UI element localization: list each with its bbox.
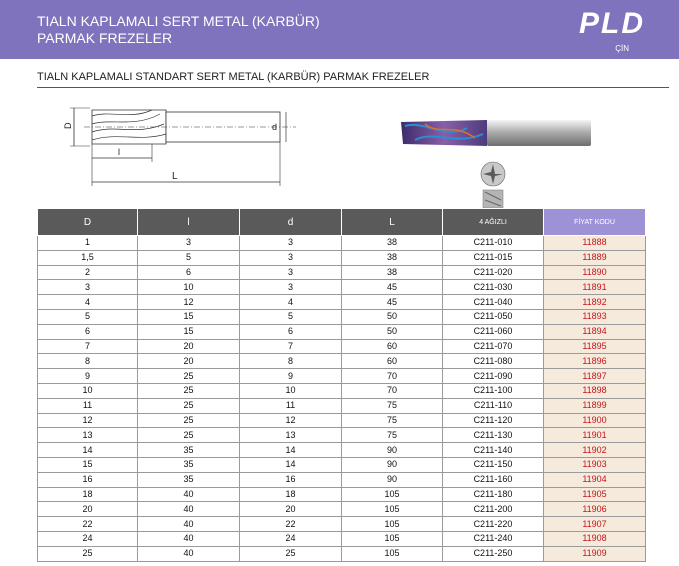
cell-D: 1,5 (38, 250, 138, 265)
cell-code: C211-180 (443, 487, 544, 502)
cell-L: 50 (342, 309, 443, 324)
table-row (38, 280, 646, 295)
cell-L: 75 (342, 398, 443, 413)
cell-L: 105 (342, 546, 443, 561)
cell-L: 75 (342, 428, 443, 443)
cell-D: 1 (38, 236, 138, 251)
cell-d: 20 (240, 502, 342, 517)
table-row (38, 398, 646, 413)
cell-D: 18 (38, 487, 138, 502)
cell-l: 25 (138, 398, 240, 413)
cell-d: 18 (240, 487, 342, 502)
cell-l: 40 (138, 487, 240, 502)
page-header (0, 0, 679, 59)
cell-code: C211-070 (443, 339, 544, 354)
cell-code: C211-160 (443, 472, 544, 487)
col-header-D: D (38, 209, 138, 236)
cell-l: 12 (138, 295, 240, 310)
cell-D: 4 (38, 295, 138, 310)
col-header-d: d (240, 209, 342, 236)
cell-D: 14 (38, 443, 138, 458)
label-D: D (63, 122, 73, 129)
table-row (38, 265, 646, 280)
cell-L: 38 (342, 265, 443, 280)
cell-L: 75 (342, 413, 443, 428)
cell-l: 40 (138, 517, 240, 532)
cell-L: 90 (342, 443, 443, 458)
cell-d: 13 (240, 428, 342, 443)
cell-D: 9 (38, 369, 138, 384)
cell-l: 35 (138, 457, 240, 472)
cell-L: 50 (342, 324, 443, 339)
table-row (38, 236, 646, 251)
table-row (38, 517, 646, 532)
col-header-L: L (342, 209, 443, 236)
title-line-1: TIALN KAPLAMALI SERT METAL (KARBÜR) (37, 13, 320, 29)
cell-price-code: 11904 (544, 472, 646, 487)
cell-D: 11 (38, 398, 138, 413)
cell-price-code: 11908 (544, 531, 646, 546)
section-title: TIALN KAPLAMALI STANDART SERT METAL (KARBÜR) PARMAK FREZELER (37, 71, 430, 83)
title-line-2: PARMAK FREZELER (37, 30, 173, 46)
cell-D: 10 (38, 383, 138, 398)
cell-L: 38 (342, 236, 443, 251)
cell-price-code: 11892 (544, 295, 646, 310)
cell-l: 25 (138, 369, 240, 384)
brand-logo: PLD (579, 7, 645, 40)
cell-l: 5 (138, 250, 240, 265)
cell-d: 8 (240, 354, 342, 369)
cell-D: 22 (38, 517, 138, 532)
cell-code: C211-140 (443, 443, 544, 458)
table-row (38, 487, 646, 502)
cell-L: 45 (342, 280, 443, 295)
cell-price-code: 11905 (544, 487, 646, 502)
cell-D: 12 (38, 413, 138, 428)
cell-l: 25 (138, 428, 240, 443)
cell-d: 3 (240, 280, 342, 295)
table-header-row (38, 209, 646, 236)
cell-d: 5 (240, 309, 342, 324)
cell-price-code: 11896 (544, 354, 646, 369)
cell-price-code: 11895 (544, 339, 646, 354)
cell-d: 6 (240, 324, 342, 339)
cell-d: 3 (240, 250, 342, 265)
cell-D: 20 (38, 502, 138, 517)
cell-price-code: 11909 (544, 546, 646, 561)
cell-l: 25 (138, 413, 240, 428)
cell-price-code: 11897 (544, 369, 646, 384)
cell-code: C211-200 (443, 502, 544, 517)
table-row (38, 472, 646, 487)
cell-l: 40 (138, 546, 240, 561)
cell-l: 40 (138, 502, 240, 517)
cell-l: 15 (138, 309, 240, 324)
cell-code: C211-120 (443, 413, 544, 428)
cell-price-code: 11907 (544, 517, 646, 532)
cell-l: 40 (138, 531, 240, 546)
cell-l: 20 (138, 354, 240, 369)
table-row (38, 502, 646, 517)
cell-d: 3 (240, 236, 342, 251)
cell-code: C211-090 (443, 369, 544, 384)
cell-price-code: 11894 (544, 324, 646, 339)
cell-L: 105 (342, 517, 443, 532)
cell-L: 60 (342, 339, 443, 354)
brand-origin: ÇİN (615, 44, 629, 53)
label-L: L (172, 171, 178, 182)
cell-L: 105 (342, 531, 443, 546)
cell-price-code: 11906 (544, 502, 646, 517)
col-header-4-flute: 4 AĞIZLI (443, 209, 544, 236)
table-row (38, 309, 646, 324)
cell-l: 6 (138, 265, 240, 280)
cell-price-code: 11890 (544, 265, 646, 280)
cell-L: 60 (342, 354, 443, 369)
cell-code: C211-015 (443, 250, 544, 265)
cell-code: C211-110 (443, 398, 544, 413)
cell-price-code: 11901 (544, 428, 646, 443)
cell-price-code: 11898 (544, 383, 646, 398)
table-row (38, 295, 646, 310)
table-row (38, 324, 646, 339)
cell-price-code: 11893 (544, 309, 646, 324)
table-row (38, 546, 646, 561)
cell-l: 35 (138, 443, 240, 458)
cell-d: 9 (240, 369, 342, 384)
cell-l: 25 (138, 383, 240, 398)
cell-d: 11 (240, 398, 342, 413)
table-row (38, 250, 646, 265)
cell-l: 15 (138, 324, 240, 339)
end-mill-technical-drawing (60, 100, 300, 192)
table-row (38, 443, 646, 458)
cell-code: C211-130 (443, 428, 544, 443)
cell-l: 35 (138, 472, 240, 487)
cell-D: 8 (38, 354, 138, 369)
table-row (38, 383, 646, 398)
cell-D: 16 (38, 472, 138, 487)
cell-L: 38 (342, 250, 443, 265)
table-body (38, 236, 646, 562)
cell-price-code: 11889 (544, 250, 646, 265)
cell-D: 24 (38, 531, 138, 546)
cell-code: C211-220 (443, 517, 544, 532)
cell-code: C211-150 (443, 457, 544, 472)
col-header-price-code: FİYAT KODU (544, 209, 646, 236)
cell-l: 3 (138, 236, 240, 251)
cell-D: 6 (38, 324, 138, 339)
cell-D: 7 (38, 339, 138, 354)
cell-d: 7 (240, 339, 342, 354)
table-row (38, 531, 646, 546)
cell-D: 3 (38, 280, 138, 295)
cell-L: 70 (342, 383, 443, 398)
label-l: l (118, 147, 120, 157)
cell-price-code: 11899 (544, 398, 646, 413)
cell-code: C211-080 (443, 354, 544, 369)
cell-D: 15 (38, 457, 138, 472)
cell-D: 13 (38, 428, 138, 443)
cell-price-code: 11903 (544, 457, 646, 472)
page-title (37, 13, 320, 47)
cell-code: C211-250 (443, 546, 544, 561)
cell-price-code: 11902 (544, 443, 646, 458)
cell-d: 16 (240, 472, 342, 487)
table-row (38, 428, 646, 443)
cell-price-code: 11888 (544, 236, 646, 251)
cell-code: C211-240 (443, 531, 544, 546)
cell-price-code: 11900 (544, 413, 646, 428)
cell-L: 70 (342, 369, 443, 384)
cell-code: C211-010 (443, 236, 544, 251)
table-row (38, 457, 646, 472)
cell-d: 24 (240, 531, 342, 546)
cell-d: 10 (240, 383, 342, 398)
table-row (38, 354, 646, 369)
cell-d: 14 (240, 457, 342, 472)
col-header-l: l (138, 209, 240, 236)
divider (37, 87, 669, 88)
cell-code: C211-020 (443, 265, 544, 280)
cell-d: 4 (240, 295, 342, 310)
cell-L: 105 (342, 487, 443, 502)
cell-L: 90 (342, 457, 443, 472)
end-mill-product-photo (395, 112, 595, 208)
cell-D: 25 (38, 546, 138, 561)
table-row (38, 369, 646, 384)
cell-code: C211-040 (443, 295, 544, 310)
cell-price-code: 11891 (544, 280, 646, 295)
price-table (37, 208, 646, 562)
cell-d: 14 (240, 443, 342, 458)
cell-code: C211-030 (443, 280, 544, 295)
cell-d: 3 (240, 265, 342, 280)
table-row (38, 413, 646, 428)
table-row (38, 339, 646, 354)
cell-code: C211-060 (443, 324, 544, 339)
cell-L: 45 (342, 295, 443, 310)
cell-d: 22 (240, 517, 342, 532)
cell-d: 12 (240, 413, 342, 428)
cell-code: C211-100 (443, 383, 544, 398)
cell-D: 5 (38, 309, 138, 324)
cell-d: 25 (240, 546, 342, 561)
label-d: d (272, 122, 278, 132)
cell-L: 90 (342, 472, 443, 487)
cell-D: 2 (38, 265, 138, 280)
cell-l: 10 (138, 280, 240, 295)
cell-code: C211-050 (443, 309, 544, 324)
cell-l: 20 (138, 339, 240, 354)
cell-L: 105 (342, 502, 443, 517)
